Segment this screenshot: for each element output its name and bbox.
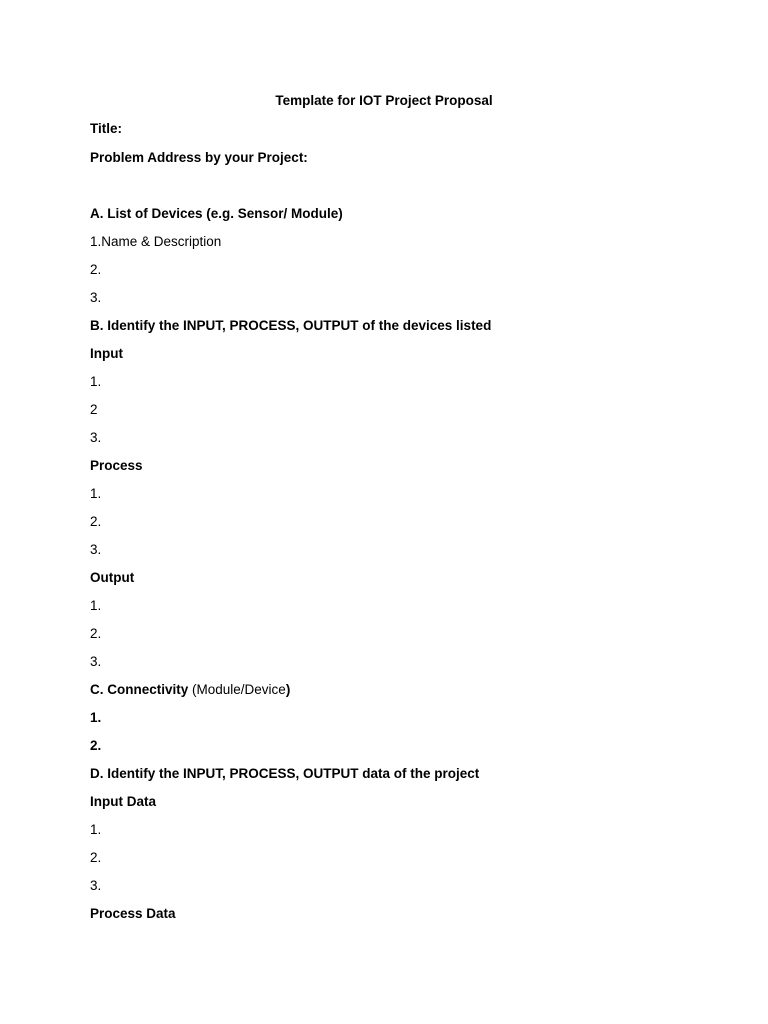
- input-item: 1.: [90, 374, 102, 389]
- problem-label: Problem Address by your Project:: [90, 150, 308, 165]
- process-item: 1.: [90, 486, 102, 501]
- output-item: 2.: [90, 626, 102, 641]
- process-item: 2.: [90, 514, 102, 529]
- section-c-heading-bold: C. Connectivity: [90, 682, 189, 697]
- section-c-item: 1.: [90, 710, 102, 725]
- output-label: Output: [90, 570, 135, 585]
- title-label: Title:: [90, 121, 123, 136]
- section-a-item: 3.: [90, 290, 102, 305]
- section-a-item: 2.: [90, 262, 102, 277]
- process-label: Process: [90, 458, 143, 473]
- section-a-item: 1.Name & Description: [90, 234, 222, 249]
- input-data-label: Input Data: [90, 794, 156, 809]
- input-data-item: 2.: [90, 850, 102, 865]
- output-item: 1.: [90, 598, 102, 613]
- section-b-heading: B. Identify the INPUT, PROCESS, OUTPUT of the devices listed: [90, 318, 492, 333]
- process-data-label: Process Data: [90, 906, 176, 921]
- input-data-item: 1.: [90, 822, 102, 837]
- input-data-item: 3.: [90, 878, 102, 893]
- section-c-heading: [90, 681, 290, 699]
- input-label: Input: [90, 346, 123, 361]
- section-d-heading: D. Identify the INPUT, PROCESS, OUTPUT data of the project: [90, 766, 480, 781]
- section-c-heading-normal: (Module/Device: [192, 682, 286, 697]
- output-item: 3.: [90, 654, 102, 669]
- section-c-heading-close: ): [285, 682, 291, 697]
- input-item: 3.: [90, 430, 102, 445]
- input-item: 2: [90, 402, 98, 417]
- section-c-item: 2.: [90, 738, 102, 753]
- document-heading: Template for IOT Project Proposal: [275, 93, 493, 108]
- section-a-heading: A. List of Devices (e.g. Sensor/ Module): [90, 206, 343, 221]
- process-item: 3.: [90, 542, 102, 557]
